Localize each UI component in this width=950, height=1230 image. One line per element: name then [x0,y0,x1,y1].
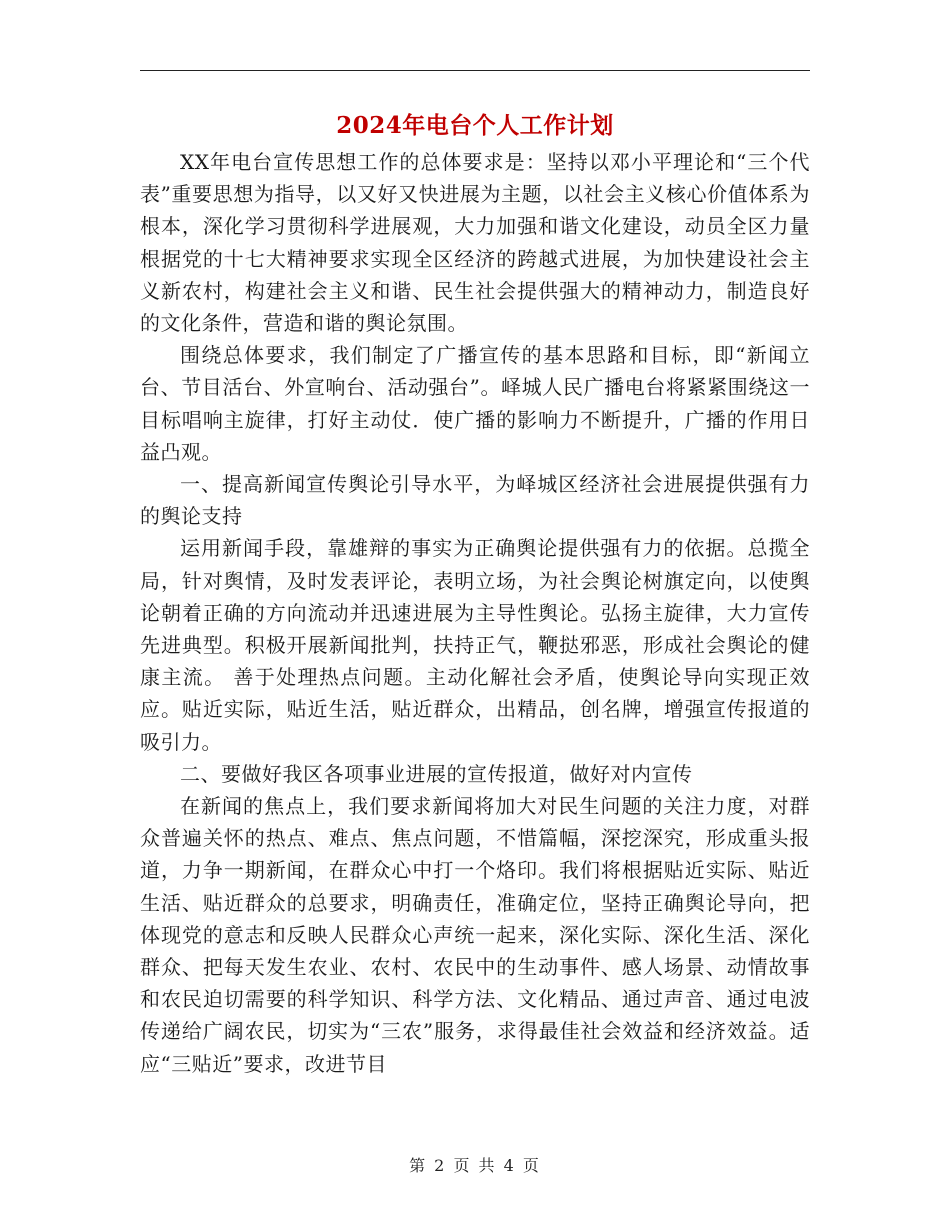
header-rule [140,70,810,71]
document-title: 2024年电台个人工作计划 [336,112,614,139]
paragraph-goals: 围绕总体要求，我们制定了广播宣传的基本思路和目标，即“新闻立台、节目活台、外宣响台、活动强台”。峄城人民广播电台将紧紧围绕这一目标唱响主旋律，打好主动仗．使广播的影响力不断提升，广播的作用日益凸观。 [140,343,810,464]
paragraph-news-focus: 在新闻的焦点上，我们要求新闻将加大对民生问题的关注力度，对群众普遍关怀的热点、难点、焦点问题，不惜篇幅，深挖深究，形成重头报道，力争一期新闻，在群众心中打一个烙印。我们将根据贴近实际、贴近生活、贴近群众的总要求，明确责任，准确定位，坚持正确舆论导向，把体现党的意志和反映人民群众心声统一起来，深化实际、深化生活、深化群众、把每天发生农业、农村、农民中的生动事件、感人场景、动情故事和农民迫切需要的科学知识、科学方法、文化精品、通过声音、通过电波传递给广阔农民，切实为“三农”服务，求得最佳社会效益和经济效益。适应“三贴近”要求，改进节目 [140,794,810,1076]
page-number-footer: 第 2 页 共 4 页 [409,1156,541,1175]
paragraph-news-means: 运用新闻手段，靠雄辩的事实为正确舆论提供强有力的依据。总揽全局，针对舆情，及时发表评论，表明立场，为社会舆论树旗定向，以使舆论朝着正确的方向流动并迅速进展为主导性舆论。弘扬主旋律，大力宣传先进典型。积极开展新闻批判，扶持正气，鞭挞邪恶，形成社会舆论的健康主流。 善于处理热点问题。主动化解社会矛盾，使舆论导向实现正效应。贴近实际，贴近生活，贴近群众，出精品，创名牌，增强宣传报道的吸引力。 [140,536,810,754]
section-heading-2: 二、要做好我区各项事业进展的宣传报道，做好对内宣传 [180,761,693,786]
document-body [140,146,810,1080]
section-heading-1: 一、提高新闻宣传舆论引导水平，为峄城区经济社会进展提供强有力的舆论支持 [140,472,810,529]
paragraph-overall-requirements: XX年电台宣传思想工作的总体要求是：坚持以邓小平理论和“三个代表”重要思想为指导，以又好又快进展为主题，以社会主义核心价值体系为根本，深化学习贯彻科学进展观，大力加强和谐文化建设，动员全区力量根据党的十七大精神要求实现全区经济的跨越式进展，为加快建设社会主义新农村，构建社会主义和谐、民生社会提供强大的精神动力，制造良好的文化条件，营造和谐的舆论氛围。 [140,150,810,336]
